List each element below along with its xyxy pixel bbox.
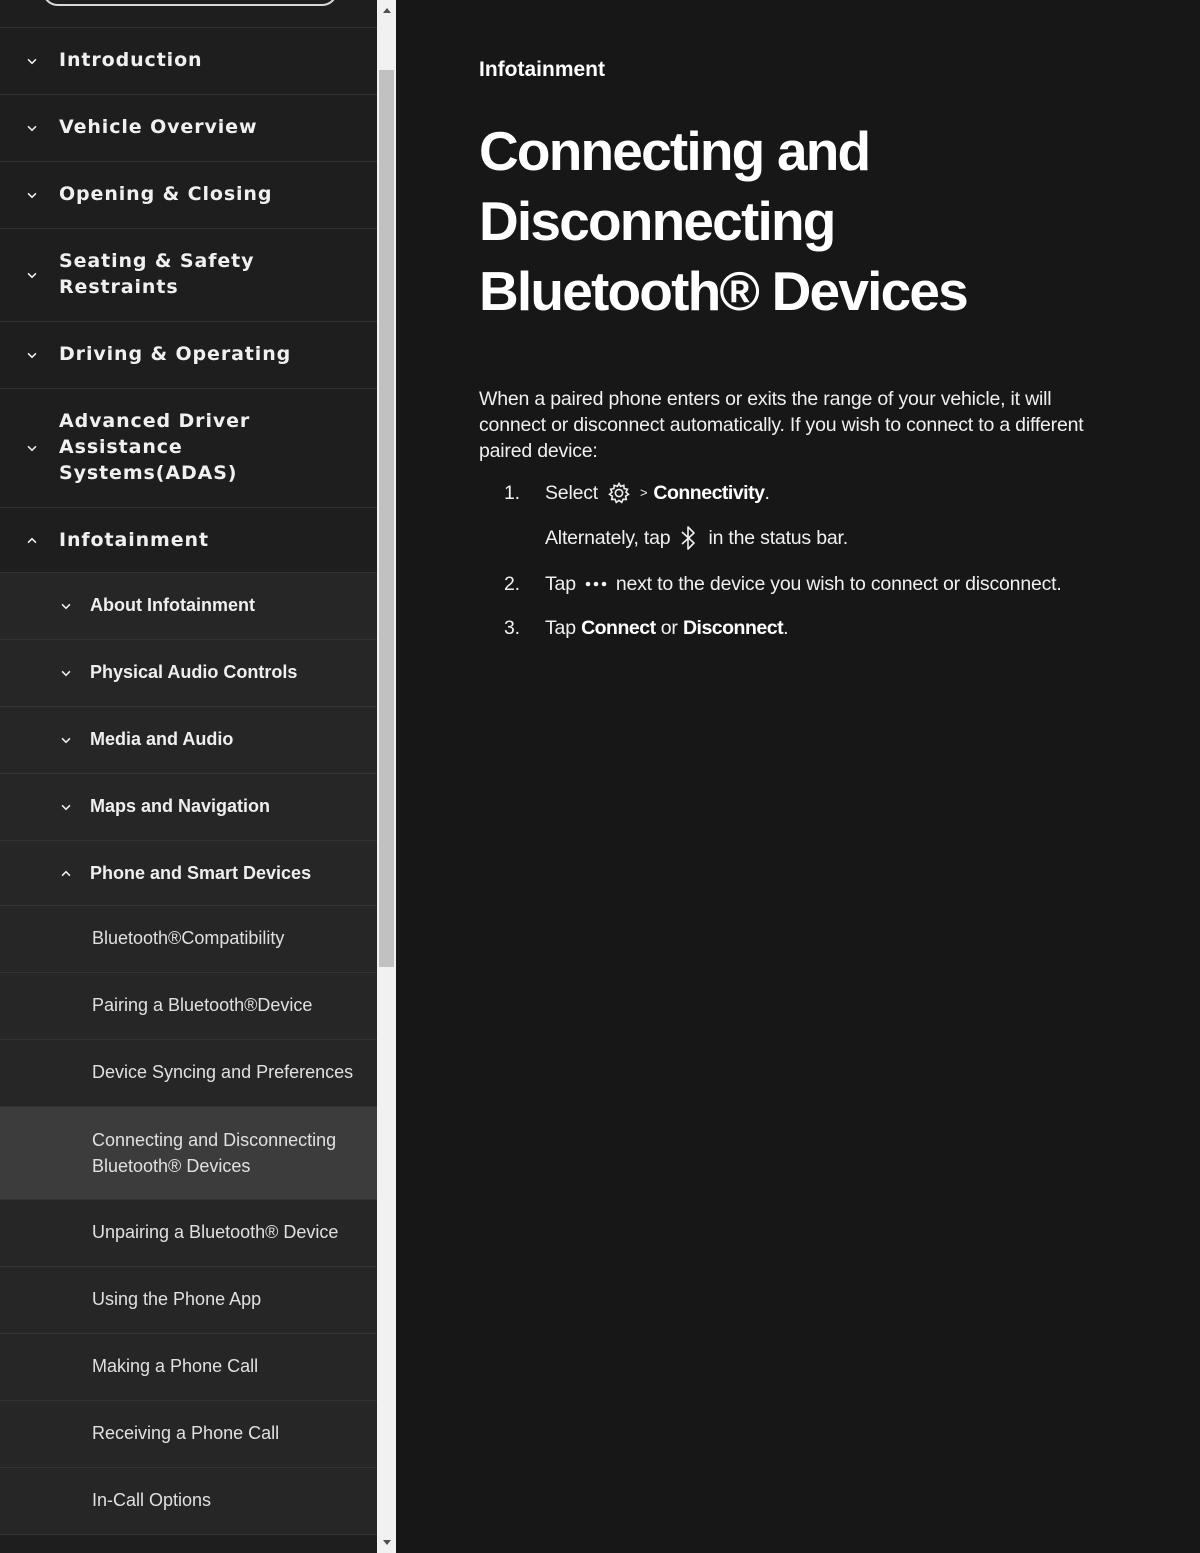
- sidebar-item-label: Making a Phone Call: [92, 1356, 259, 1376]
- intro-paragraph: When a paired phone enters or exits the range of your vehicle, it will connect or disconnect automatically. If you wish to connect to a different paired device:: [479, 388, 1084, 462]
- gear-icon: [607, 481, 631, 505]
- sidebar-item-label: Using the Phone App: [92, 1289, 262, 1309]
- step-text: .: [764, 482, 770, 504]
- step-number: 3.: [504, 617, 520, 639]
- step-text: Tap: [545, 617, 576, 639]
- chevron-down-icon: [61, 601, 71, 611]
- sidebar-item-label: Advanced Driver Assistance Systems(ADAS): [59, 410, 251, 484]
- sidebar-subitem-media-audio[interactable]: [0, 707, 377, 774]
- sidebar-nav: [0, 0, 377, 1553]
- sidebar-link-receiving-call[interactable]: [0, 1401, 377, 1468]
- sidebar-subitem-about-infotainment[interactable]: [0, 573, 377, 640]
- step-text: Alternately, tap: [545, 527, 671, 549]
- sidebar-item-label: Phone and Smart Devices: [90, 863, 312, 883]
- step-text: or: [660, 617, 678, 639]
- separator: >: [640, 485, 648, 500]
- step-text: Tap: [545, 573, 576, 595]
- sidebar-item-label: In-Call Options: [92, 1490, 212, 1510]
- connect-label: Connect: [581, 617, 656, 639]
- sidebar-link-unpairing-bluetooth[interactable]: [0, 1200, 377, 1267]
- page-title: Connecting and Disconnecting Bluetooth® Devices: [479, 120, 967, 322]
- sidebar-item-vehicle-overview[interactable]: [0, 95, 377, 162]
- scrollbar-thumb[interactable]: [379, 70, 394, 967]
- connectivity-label: Connectivity: [653, 482, 765, 504]
- sidebar-item-infotainment[interactable]: [0, 508, 377, 573]
- sidebar-item-label: Pairing a Bluetooth®Device: [92, 995, 313, 1015]
- nav-tree: [0, 28, 377, 1535]
- sidebar-item-label: Bluetooth®Compatibility: [92, 928, 285, 948]
- sidebar-item-label: Opening & Closing: [59, 183, 273, 205]
- chevron-down-icon: [27, 350, 37, 360]
- chevron-down-icon: [27, 190, 37, 200]
- chevron-down-icon: [27, 123, 37, 133]
- sidebar-item-label: Seating & Safety Restraints: [59, 250, 255, 298]
- sidebar-item-driving-operating[interactable]: [0, 322, 377, 389]
- sidebar-link-device-syncing[interactable]: [0, 1040, 377, 1107]
- sidebar-item-label: Physical Audio Controls: [90, 662, 298, 682]
- chevron-down-icon: [61, 668, 71, 678]
- sidebar-scrollbar[interactable]: [377, 0, 396, 1553]
- article: [396, 0, 1200, 1553]
- sidebar-subitem-physical-audio-controls[interactable]: [0, 640, 377, 707]
- sidebar-link-connecting-disconnecting[interactable]: [0, 1107, 377, 1200]
- sidebar-item-label: Infotainment: [59, 529, 209, 551]
- sidebar-item-introduction[interactable]: [0, 28, 377, 95]
- sidebar-link-phone-app[interactable]: [0, 1267, 377, 1334]
- sidebar-link-in-call-options[interactable]: [0, 1468, 377, 1535]
- sidebar-item-label: Unpairing a Bluetooth® Device: [92, 1222, 339, 1242]
- disconnect-label: Disconnect: [682, 617, 784, 639]
- step-number: 1.: [504, 482, 520, 504]
- chevron-up-icon: [61, 868, 71, 878]
- sidebar-link-bluetooth-compatibility[interactable]: [0, 906, 377, 973]
- step-text: next to the device you wish to connect or disconnect.: [615, 573, 1062, 595]
- sidebar-item-opening-closing[interactable]: [0, 162, 377, 229]
- sidebar-item-label: About Infotainment: [90, 595, 255, 615]
- article-category: Infotainment: [479, 58, 605, 81]
- sidebar-link-making-call[interactable]: [0, 1334, 377, 1401]
- step-text: Select: [545, 482, 598, 504]
- sidebar-item-label: Driving & Operating: [59, 343, 292, 365]
- chevron-down-icon: [27, 270, 37, 280]
- sidebar-item-label: Connecting and Disconnecting Bluetooth® Devices: [92, 1130, 337, 1176]
- sidebar-subitem-phone-smart-devices[interactable]: [0, 841, 377, 906]
- chevron-down-icon: [61, 735, 71, 745]
- sidebar-item-label: Media and Audio: [90, 729, 234, 749]
- sidebar-item-label: Vehicle Overview: [59, 116, 258, 138]
- sidebar-item-label: Receiving a Phone Call: [92, 1423, 280, 1443]
- step-text: in the status bar.: [708, 527, 848, 549]
- chevron-down-icon: [61, 802, 71, 812]
- scroll-down-arrow-icon[interactable]: [377, 1534, 396, 1551]
- bluetooth-icon: [679, 525, 699, 551]
- sidebar-item-label: Device Syncing and Preferences: [92, 1062, 354, 1082]
- step-text: .: [783, 617, 789, 639]
- chevron-down-icon: [27, 56, 37, 66]
- search-field[interactable]: [42, 0, 338, 6]
- chevron-down-icon: [27, 443, 37, 453]
- sidebar-item-adas[interactable]: [0, 389, 377, 508]
- step-number: 2.: [504, 573, 520, 595]
- sidebar-subitem-maps-navigation[interactable]: [0, 774, 377, 841]
- scroll-up-arrow-icon[interactable]: [377, 2, 396, 19]
- sidebar-item-label: Maps and Navigation: [90, 796, 271, 816]
- more-dots-icon: [585, 580, 607, 588]
- sidebar-item-label: Introduction: [59, 49, 203, 71]
- chevron-up-icon: [27, 535, 37, 545]
- sidebar-item-seating-safety[interactable]: [0, 229, 377, 322]
- sidebar-link-pairing-bluetooth[interactable]: [0, 973, 377, 1040]
